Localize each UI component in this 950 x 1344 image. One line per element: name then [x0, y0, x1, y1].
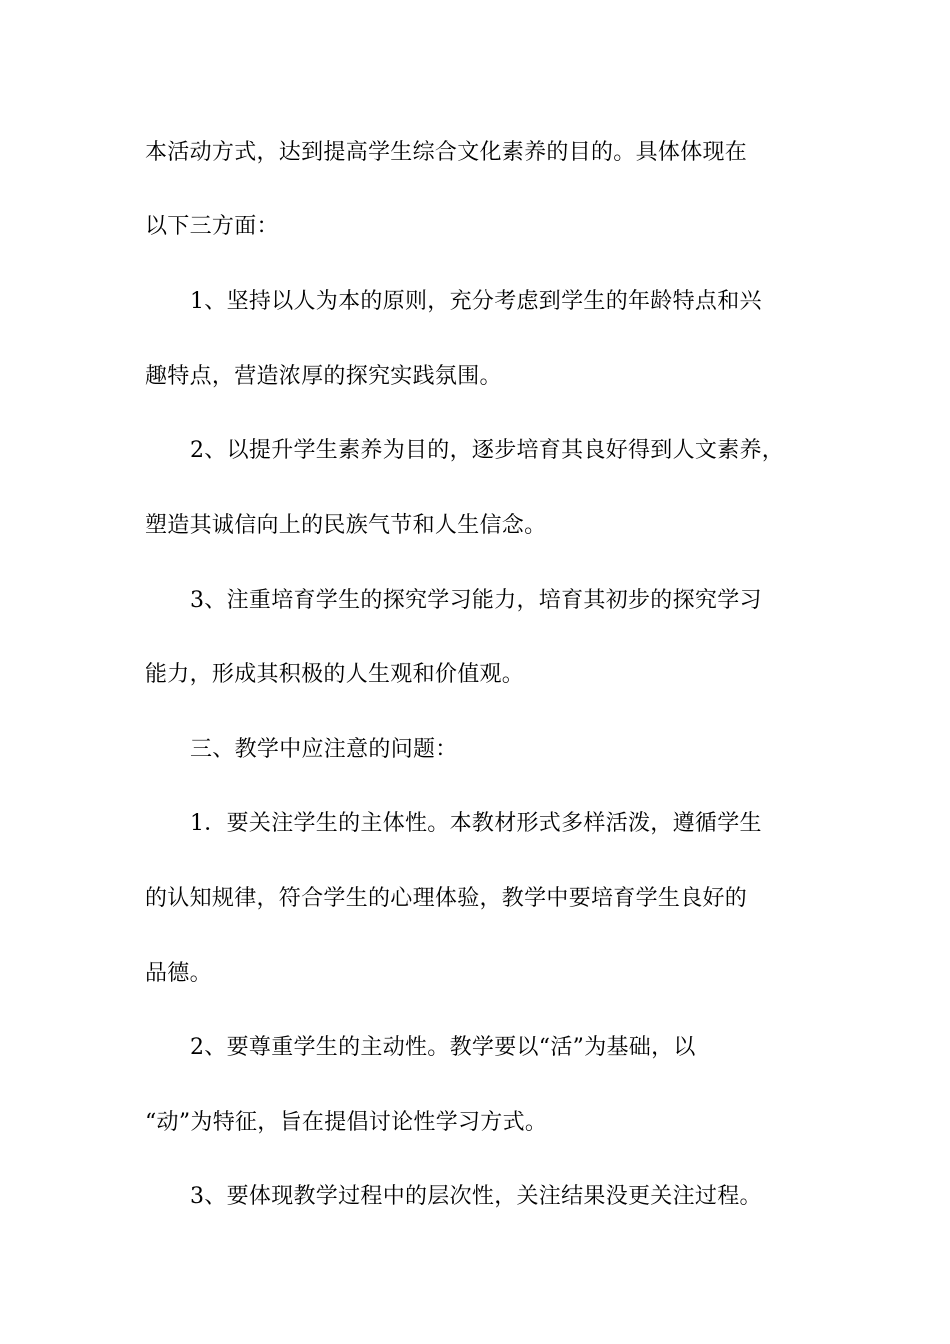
list-item-1-line-1: 1、坚持以人为本的原则，充分考虑到学生的年龄特点和兴 [190, 289, 762, 314]
list-item-3-line-2: 能力，形成其积极的人生观和价值观。 [145, 662, 525, 687]
point-1-line-2: 的认知规律，符合学生的心理体验，教学中要培育学生良好的 [145, 886, 748, 911]
section-heading: 三、教学中应注意的问题： [190, 737, 458, 762]
list-item-1-line-2: 趣特点，营造浓厚的探究实践氛围。 [145, 364, 502, 389]
point-2-line-1: 2、要尊重学生的主动性。教学要以“活”为基础，以 [190, 1035, 696, 1060]
paragraph-line-2: 以下三方面： [145, 214, 279, 239]
point-1-line-1: 1．要关注学生的主体性。本教材形式多样活泼，遵循学生 [190, 811, 762, 836]
paragraph-line-1: 本活动方式，达到提高学生综合文化素养的目的。具体体现在 [145, 140, 748, 165]
list-item-3-line-1: 3、注重培育学生的探究学习能力，培育其初步的探究学习 [190, 588, 762, 613]
point-1-line-3: 品德。 [145, 961, 212, 986]
point-2-line-2: “动”为特征，旨在提倡讨论性学习方式。 [145, 1110, 548, 1135]
point-3-line-1: 3、要体现教学过程中的层次性，关注结果没更关注过程。 [190, 1184, 762, 1209]
list-item-2-line-2: 塑造其诚信向上的民族气节和人生信念。 [145, 513, 547, 538]
list-item-2-line-1: 2、以提升学生素养为目的，逐步培育其良好得到人文素养， [190, 438, 785, 463]
